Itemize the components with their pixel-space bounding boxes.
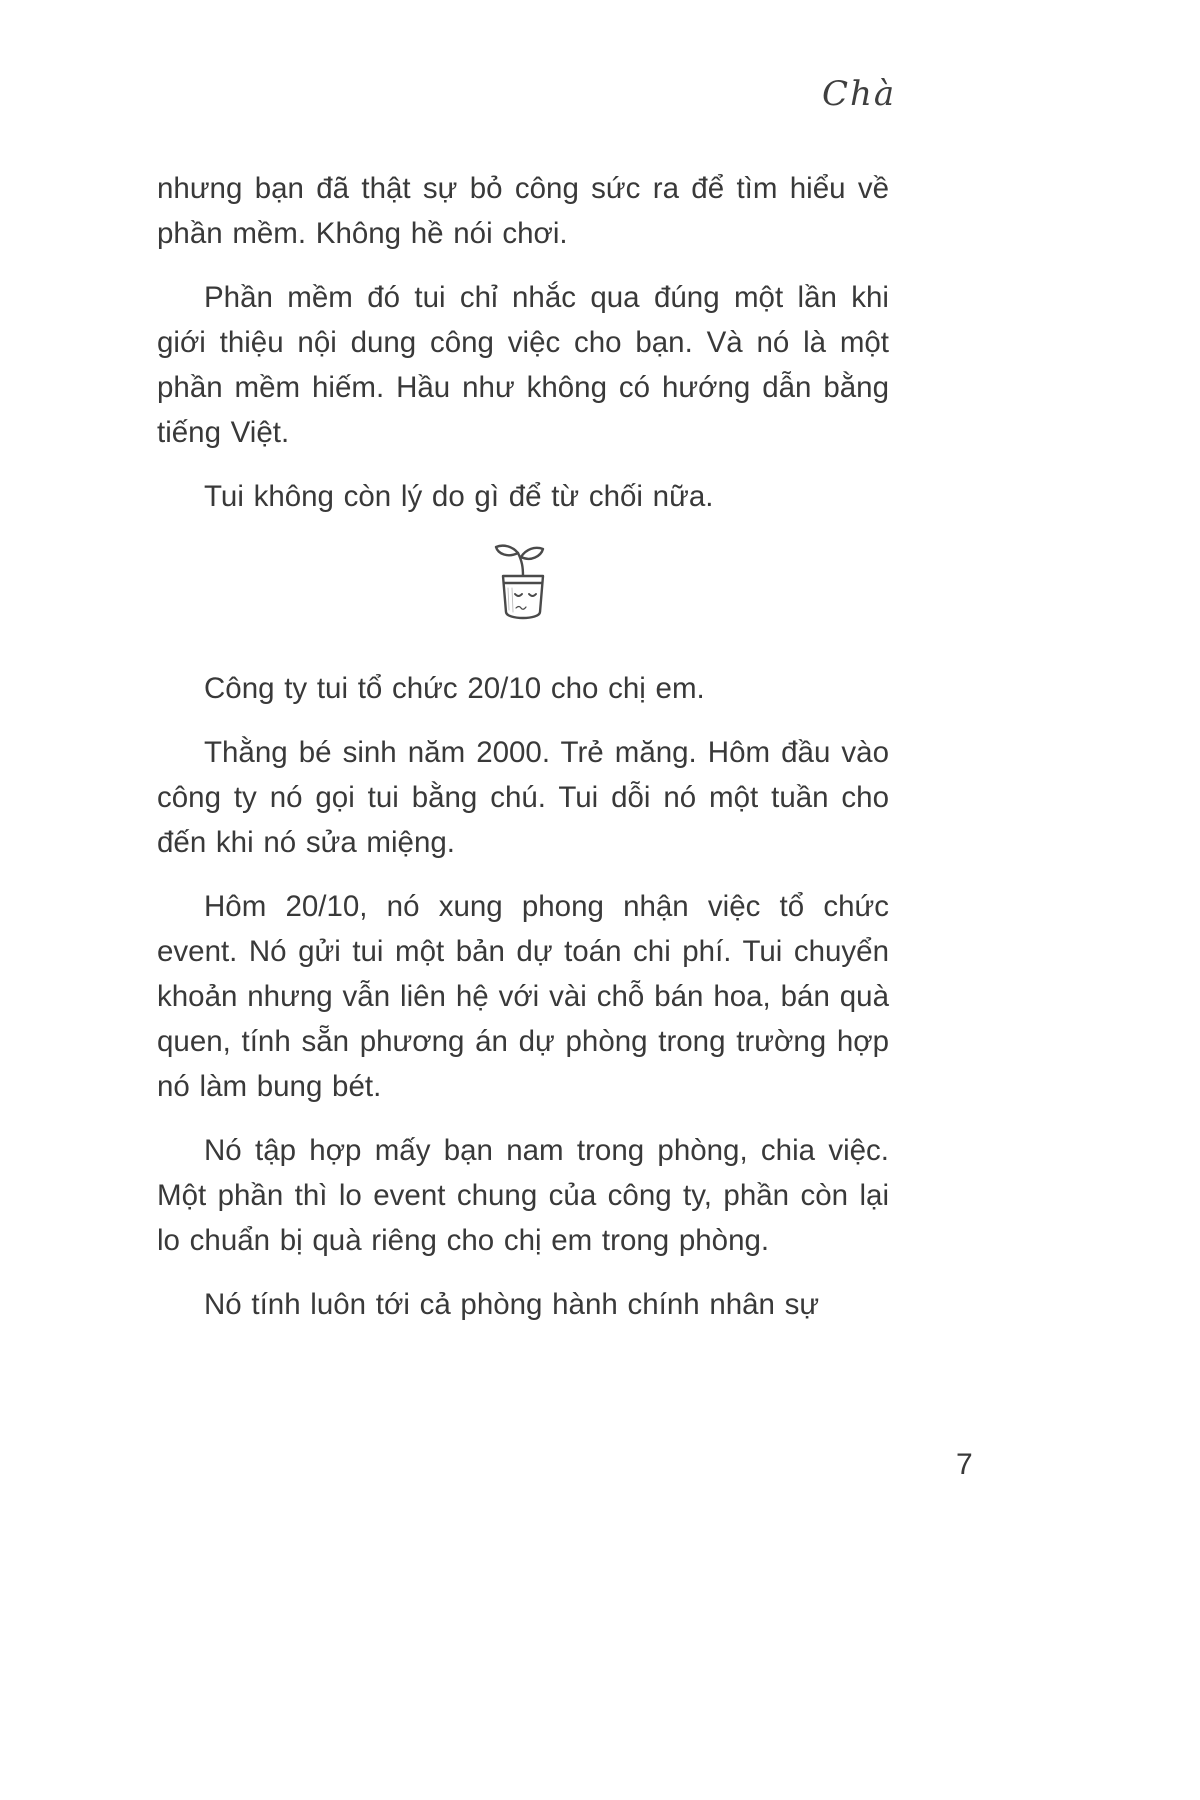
- paragraph: nhưng bạn đã thật sự bỏ công sức ra để tìm hiểu về phần mềm. Không hề nói chơi.: [157, 172, 889, 250]
- page-number: 7: [956, 1448, 973, 1481]
- paragraph: Nó tập hợp mấy bạn nam trong phòng, chia việc. Một phần thì lo event chung của công ty, phần còn lại lo chuẩn bị quà riêng cho chị em trong phòng.: [157, 1134, 889, 1257]
- paragraph: Hôm 20/10, nó xung phong nhận việc tổ chức event. Nó gửi tui một bản dự toán chi phí. Tui chuyển khoản nhưng vẫn liên hệ với vài chỗ bán hoa, bán quà quen, tính sẵn phương án dự phòng trong trường hợp nó làm bung bét.: [157, 890, 889, 1103]
- paragraph: Tui không còn lý do gì để từ chối nữa.: [204, 480, 714, 513]
- section-divider: [157, 538, 889, 638]
- paragraph: Công ty tui tổ chức 20/10 cho chị em.: [204, 672, 705, 705]
- paragraph: Nó tính luôn tới cả phòng hành chính nhân sự: [204, 1288, 820, 1321]
- paragraph: Phần mềm đó tui chỉ nhắc qua đúng một lần khi giới thiệu nội dung công việc cho bạn. Và nó là một phần mềm hiếm. Hầu như không có hướng dẫn bằng tiếng Việt.: [157, 281, 889, 449]
- flower-pot-illustration: [482, 623, 564, 640]
- running-header: Chà: [822, 74, 897, 114]
- page-body-text: [157, 166, 889, 1346]
- paragraph: Thằng bé sinh năm 2000. Trẻ măng. Hôm đầu vào công ty nó gọi tui bằng chú. Tui dỗi nó một tuần cho đến khi nó sửa miệng.: [157, 736, 889, 859]
